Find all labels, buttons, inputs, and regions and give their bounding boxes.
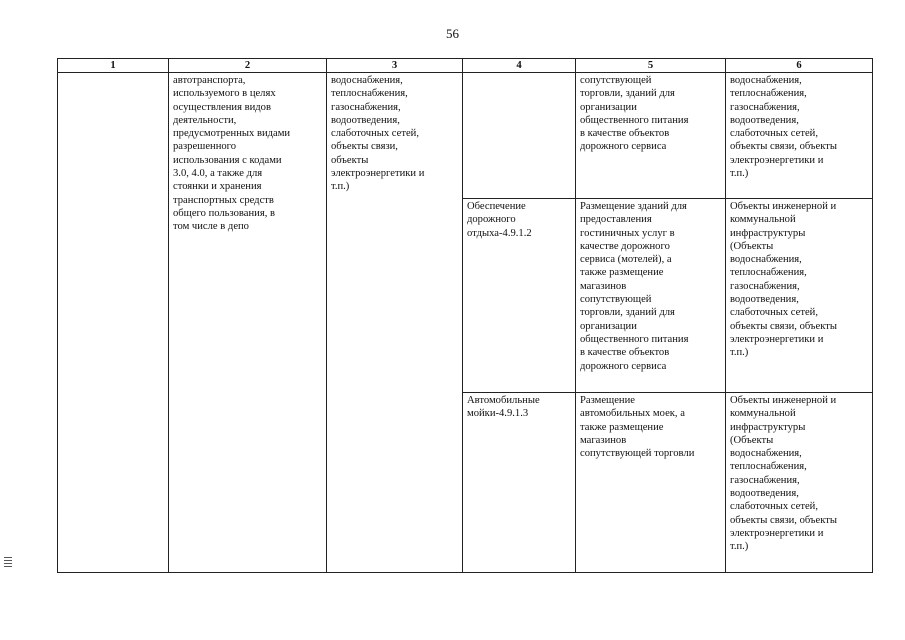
cell-col-1 bbox=[58, 73, 169, 573]
cell-text: Автомобильные мойки-4.9.1.3 bbox=[467, 395, 540, 420]
table-row bbox=[58, 73, 873, 199]
header-col-2: 2 bbox=[169, 59, 327, 73]
cell-objects bbox=[726, 199, 873, 393]
cell-col-3 bbox=[327, 73, 463, 573]
cell-objects bbox=[726, 73, 873, 199]
cell-text: Объекты инженерной и коммунальной инфраструктуры (Объекты водоснабжения, теплоснабжения, газоснабжения, водоотведения, слаботочных сетей, объекты связи, объекты электроэнергетики и т.п.) bbox=[730, 395, 837, 553]
cell-description bbox=[576, 393, 726, 573]
header-row bbox=[58, 59, 873, 73]
header-col-3: 3 bbox=[327, 59, 463, 73]
cell-text: водоснабжения, теплоснабжения, газоснабжения, водоотведения, слаботочных сетей, объекты связи, объекты электроэнергетики и т.п.) bbox=[730, 75, 837, 180]
margin-line bbox=[4, 566, 12, 567]
cell-text: автотранспорта, используемого в целях осуществления видов деятельности, предусмотренных видами разрешенного использования с кодами 3.0, 4.0, а также для стоянки и хранения транспортных средств общего пользования, в том числе в депо bbox=[173, 75, 291, 233]
cell-name bbox=[463, 199, 576, 393]
margin-line bbox=[4, 563, 12, 564]
header-col-5: 5 bbox=[576, 59, 726, 73]
margin-scan-mark bbox=[4, 557, 12, 573]
regulations-table bbox=[57, 58, 873, 573]
cell-text: Обеспечение дорожного отдыха-4.9.1.2 bbox=[467, 201, 532, 239]
cell-col-2 bbox=[169, 73, 327, 573]
header-col-6: 6 bbox=[726, 59, 873, 73]
margin-line bbox=[4, 557, 12, 558]
cell-text: Объекты инженерной и коммунальной инфраструктуры (Объекты водоснабжения, теплоснабжения, газоснабжения, водоотведения, слаботочных сетей, объекты связи, объекты электроэнергетики и т.п.) bbox=[730, 201, 837, 359]
page-number: 56 bbox=[446, 26, 459, 41]
header-col-1: 1 bbox=[58, 59, 169, 73]
header-col-4: 4 bbox=[463, 59, 576, 73]
cell-name bbox=[463, 393, 576, 573]
cell-name bbox=[463, 73, 576, 199]
cell-text: водоснабжения, теплоснабжения, газоснабжения, водоотведения, слаботочных сетей, объекты связи, объекты электроэнергетики и т.п.) bbox=[331, 75, 425, 193]
cell-text: Размещение зданий для предоставления гостиничных услуг в качестве дорожного сервиса (мотелей), а также размещение магазинов сопутствующей торговли, зданий для организации общественного питания в качестве объектов дорожного сервиса bbox=[580, 201, 689, 372]
cell-objects bbox=[726, 393, 873, 573]
margin-line bbox=[4, 560, 12, 561]
cell-description bbox=[576, 199, 726, 393]
cell-text: сопутствующей торговли, зданий для организации общественного питания в качестве объектов дорожного сервиса bbox=[580, 75, 689, 153]
cell-text: Размещение автомобильных моек, а также размещение магазинов сопутствующей торговли bbox=[580, 395, 695, 460]
cell-description bbox=[576, 73, 726, 199]
